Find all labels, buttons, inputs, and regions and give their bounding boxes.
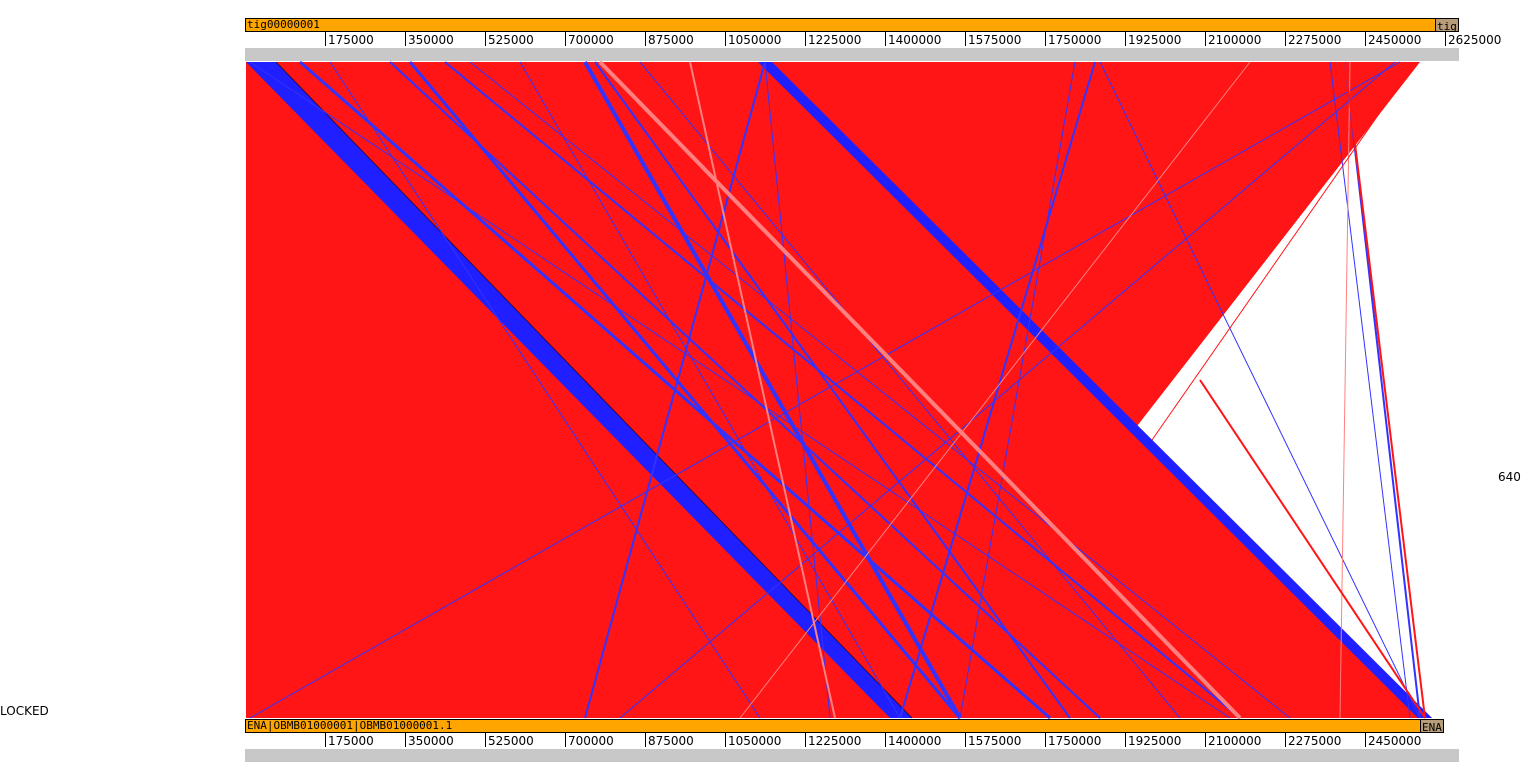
top-sequence-bar[interactable] (245, 18, 1437, 32)
top-sequence-tail-label: tig (1437, 20, 1457, 32)
top-scrollbar[interactable] (245, 48, 1459, 61)
bottom-sequence-bar[interactable] (245, 719, 1422, 733)
lock-status[interactable]: LOCKED (0, 704, 49, 718)
top-sequence-tail[interactable] (1435, 18, 1459, 32)
top-tick: 1925000 (1125, 32, 1181, 46)
bottom-tick: 1750000 (1045, 733, 1101, 747)
bottom-tick: 1400000 (885, 733, 941, 747)
top-tick: 525000 (485, 32, 534, 46)
top-tick: 1750000 (1045, 32, 1101, 46)
top-sequence-label: tig00000001 (247, 18, 320, 31)
bottom-tick: 700000 (565, 733, 614, 747)
bottom-scrollbar[interactable] (245, 749, 1459, 762)
bottom-tick: 875000 (645, 733, 694, 747)
top-tick: 875000 (645, 32, 694, 46)
top-tick: 2625000 (1445, 32, 1501, 46)
top-tick: 1225000 (805, 32, 861, 46)
top-tick: 2100000 (1205, 32, 1261, 46)
bottom-tick: 350000 (405, 733, 454, 747)
bottom-tick: 2100000 (1205, 733, 1261, 747)
bottom-tick: 1225000 (805, 733, 861, 747)
bottom-tick: 1050000 (725, 733, 781, 747)
bottom-tick: 2275000 (1285, 733, 1341, 747)
bottom-tick: 1575000 (965, 733, 1021, 747)
bottom-sequence-tail[interactable] (1420, 719, 1444, 733)
top-tick: 2275000 (1285, 32, 1341, 46)
bottom-tick: 175000 (325, 733, 374, 747)
top-tick: 350000 (405, 32, 454, 46)
bottom-sequence-label: ENA|OBMB01000001|OBMB01000001.1 (247, 719, 453, 732)
top-tick: 2450000 (1365, 32, 1421, 46)
top-tick: 175000 (325, 32, 374, 46)
bottom-tick: 1925000 (1125, 733, 1181, 747)
bottom-tick: 525000 (485, 733, 534, 747)
top-tick: 1050000 (725, 32, 781, 46)
side-value: 640 (1498, 470, 1521, 484)
top-tick: 700000 (565, 32, 614, 46)
top-tick: 1400000 (885, 32, 941, 46)
top-ruler (0, 32, 1536, 48)
bottom-ruler (0, 733, 1536, 749)
bottom-sequence-tail-label: ENA (1422, 721, 1442, 733)
bottom-tick: 2450000 (1365, 733, 1421, 747)
top-tick: 1575000 (965, 32, 1021, 46)
